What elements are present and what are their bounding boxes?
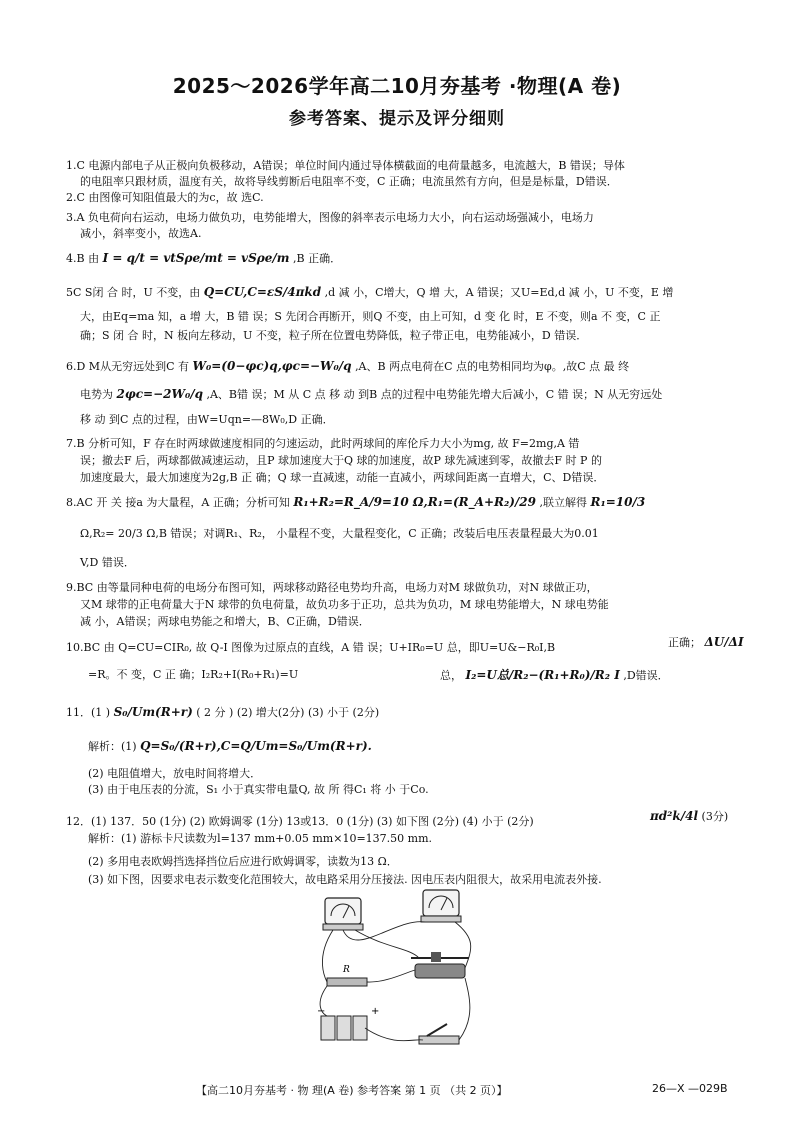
answer-5-line-1-rest: ,d 减 小，C增大，Q 增 大，A 错误；又U=Ed,d 减 小，U 不变，E 增 <box>324 286 674 299</box>
answer-11-analysis-label: 解析：(1) <box>88 740 137 753</box>
answer-9-line-3: 减 小，A错误；两球电势能之和增大，B、C正确，D错误． <box>80 615 370 628</box>
resistor-icon <box>327 978 367 986</box>
answer-12-formula: πd²k/4l <box>650 809 699 823</box>
answer-11-analysis <box>88 738 372 755</box>
answer-12-score: (3分) <box>701 810 729 823</box>
circuit-diagram <box>315 888 475 1058</box>
battery-icon <box>321 1016 367 1040</box>
answer-6-line-2 <box>80 386 662 403</box>
answer-12-line-4: (3) 如下图，因要求电表示数变化范围较大，故电路采用分压接法. 因电压表内阻很大，故采用电流表外接. <box>88 873 602 886</box>
answer-8-formula-1: R₁+R₂=R_A/9=10 Ω,R₁=(R_A+R₂)/29 <box>293 495 537 509</box>
answer-1-line-1: 1.C 电源内部电子从正极向负极移动，A错误；单位时间内通过导体横截面的电荷量越多，电流越大，B 错误；导体 <box>66 159 625 172</box>
answer-6-formula-2: 2φc=−2W₀/q <box>116 387 203 401</box>
footer-code: 26—X —029B <box>652 1082 728 1095</box>
answer-9-line-2: 又M 球带的正电荷量大于N 球带的负电荷量，故负功多于正功，总共为负功，M 球电势能增大，N 球电势能 <box>80 598 609 611</box>
answer-12-formula-wrap <box>650 808 728 825</box>
answer-11-line-4: (3) 由于电压表的分流，S₁ 小于真实带电量Q, 故 所 得C₁ 将 小 于Co. <box>88 783 429 796</box>
footer-page-info: 【高二10月夯基考 · 物 理(A 卷) 参考答案 第 1 页 （共 2 页）】 <box>196 1084 508 1097</box>
answer-10-line-2-b <box>440 667 669 684</box>
answer-11-line-3: (2) 电阻值增大，放电时间将增大． <box>88 767 262 780</box>
answer-5-line-1 <box>66 284 673 301</box>
answer-5-line-3: 确；S 闭 合 时，N 板向左移动，U 不变，粒子所在位置电势降低，粒子带正电，电势能减小，D 错误． <box>80 329 588 342</box>
answer-5-prefix: 5C S闭 合 时，U 不变，由 <box>66 286 201 299</box>
rheostat-icon <box>411 952 469 978</box>
answer-12-line-1: 12．(1) 137．50 (1分) (2) 欧姆调零 (1分) 13或13．0 (1分) (3) 如下图 (2分) (4) 小于 (2分) <box>66 815 534 828</box>
answer-8-line-1 <box>66 494 645 511</box>
answer-11-scores: ( 2 分 ) (2) 增大(2分) (3) 小于 (2分) <box>196 706 380 719</box>
answer-8-prefix: 8.AC 开 关 接a 为大量程，A 正确；分析可知 <box>66 496 290 509</box>
ammeter-icon <box>323 898 363 930</box>
answer-10-line-2-a: =R。不 变，C 正 确；I₂R₂+I(R₀+R₁)=U <box>88 668 299 681</box>
answer-10-line-2-c: ,D错误． <box>623 669 669 682</box>
answer-4-prefix: 4.B 由 <box>66 252 100 265</box>
battery-plus: + <box>371 1006 380 1017</box>
answer-1-line-2: 的电阻率只跟材质，温度有关，故将导线剪断后电阻率不变，C 正确；电流虽然有方向，但是是标量，D错误． <box>80 175 618 188</box>
answer-6-prefix: 6.D M从无穷远处到C 有 <box>66 360 189 373</box>
answer-4-line-1 <box>66 250 341 267</box>
answer-2-line-1: 2.C 由图像可知阻值最大的为c，故 选C. <box>66 191 264 204</box>
answer-11-prefix: 11．(1 ) <box>66 706 111 719</box>
answer-3-line-2: 减小，斜率变小，故选A. <box>80 227 202 240</box>
answer-10-correct: 正确； <box>668 636 701 649</box>
answer-10-line-1 <box>66 640 555 656</box>
answer-6-line-1 <box>66 358 629 375</box>
answer-7-line-2: 误；撤去F 后，两球都做减速运动，且P 球加速度大于Q 球的加速度，故P 球先减速到零，故撤去F 时 P 的 <box>80 454 602 467</box>
answer-10-formula-2: I₂=U总/R₂−(R₁+R₀)/R₂ I <box>465 668 620 682</box>
answer-7-line-3: 加速度最大，最大加速度为2g,B 正 确；Q 球一直减速，动能一直减小，两球间距离一直增大，C、D错误． <box>80 471 605 484</box>
answer-8-formula-2: R₁=10/3 <box>590 495 646 509</box>
answer-12-line-2: 解析：(1) 游标卡尺读数为l=137 mm+0.05 mm×10=137.50 mm. <box>88 832 433 845</box>
answer-11-formula: S₀/Um(R+r) <box>113 705 193 719</box>
answer-6-line-1-rest: ,A、B 两点电荷在C 点的电势相同均为φ。,故C 点 最 终 <box>355 360 630 373</box>
answer-4-suffix: ,B 正确． <box>293 252 342 265</box>
switch-icon <box>419 1024 459 1044</box>
answer-5-formula: Q=CU,C=εS/4πkd <box>203 285 322 299</box>
answer-7-line-1: 7.B 分析可知，F 存在时两球做速度相同的匀速运动，此时两球间的库伦斥力大小为mg, 故 F=2mg,A 错 <box>66 437 580 450</box>
answer-10-total: 总， <box>440 669 462 682</box>
answer-6-line-2-prefix: 电势为 <box>80 388 113 401</box>
answer-11-line-1 <box>66 704 379 721</box>
answer-10-formula-1: ΔU/ΔI <box>704 635 744 649</box>
answer-11-analysis-formula: Q=S₀/(R+r),C=Q/Um=S₀/Um(R+r). <box>140 739 372 753</box>
battery-minus: − <box>317 1006 326 1017</box>
answer-12-line-3: (2) 多用电表欧姆挡选择挡位后应进行欧姆调零，读数为13 Ω． <box>88 855 398 868</box>
answer-3-line-1: 3.A 负电荷向右运动，电场力做负功，电势能增大，图像的斜率表示电场力大小，向右运动场强减小，电场力 <box>66 211 594 224</box>
resistor-label: R <box>343 965 350 975</box>
answer-10-line-1-a: 10.BC 由 Q=CU=CIR₀, 故 Q-I 图像为过原点的直线，A 错 误；U+IR₀=U 总，即U=U&−R₀I,B <box>66 641 556 654</box>
answer-8-line-2: Ω,R₂= 20/3 Ω,B 错误；对调R₁、R₂， 小量程不变，大量程变化，C 正确；改装后电压表量程最大为0.01 <box>80 527 599 540</box>
answer-9-line-1: 9.BC 由等量同种电荷的电场分布图可知，两球移动路径电势均升高，电场力对M 球做负功，对N 球做正功， <box>66 581 598 594</box>
voltmeter-icon <box>421 890 461 922</box>
answer-10-line-1-b <box>668 634 744 651</box>
answer-4-formula: I = q/t = vtSρe/mt = vSρe/m <box>102 251 290 265</box>
page-subtitle: 参考答案、提示及评分细则 <box>289 109 505 129</box>
answer-8-line-1-rest: ,联立解得 <box>539 496 588 509</box>
page-title: 2025～2026学年高二10月夯基考 ·物理(A 卷) <box>172 74 622 98</box>
answer-6-line-2-rest: ,A、B错 误；M 从 C 点 移 动 到B 点的过程中电势能先增大后减小，C 错 误；N 从无穷远处 <box>206 388 663 401</box>
answer-5-line-2: 大，由Eq=ma 知，a 增 大，B 错 误；S 先闭合再断开，则Q 不变，由上可知，d 变 化 时，E 不变，则a 不 变，C 正 <box>80 310 661 323</box>
answer-8-line-3: V,D 错误． <box>80 556 135 569</box>
answer-6-formula-1: W₀=(0−φc)q,φc=−W₀/q <box>192 359 352 373</box>
answer-6-line-3: 移 动 到C 点的过程，由W=Uqn=—8W₀,D 正确． <box>80 413 334 426</box>
answer-10-line-2 <box>88 667 298 683</box>
